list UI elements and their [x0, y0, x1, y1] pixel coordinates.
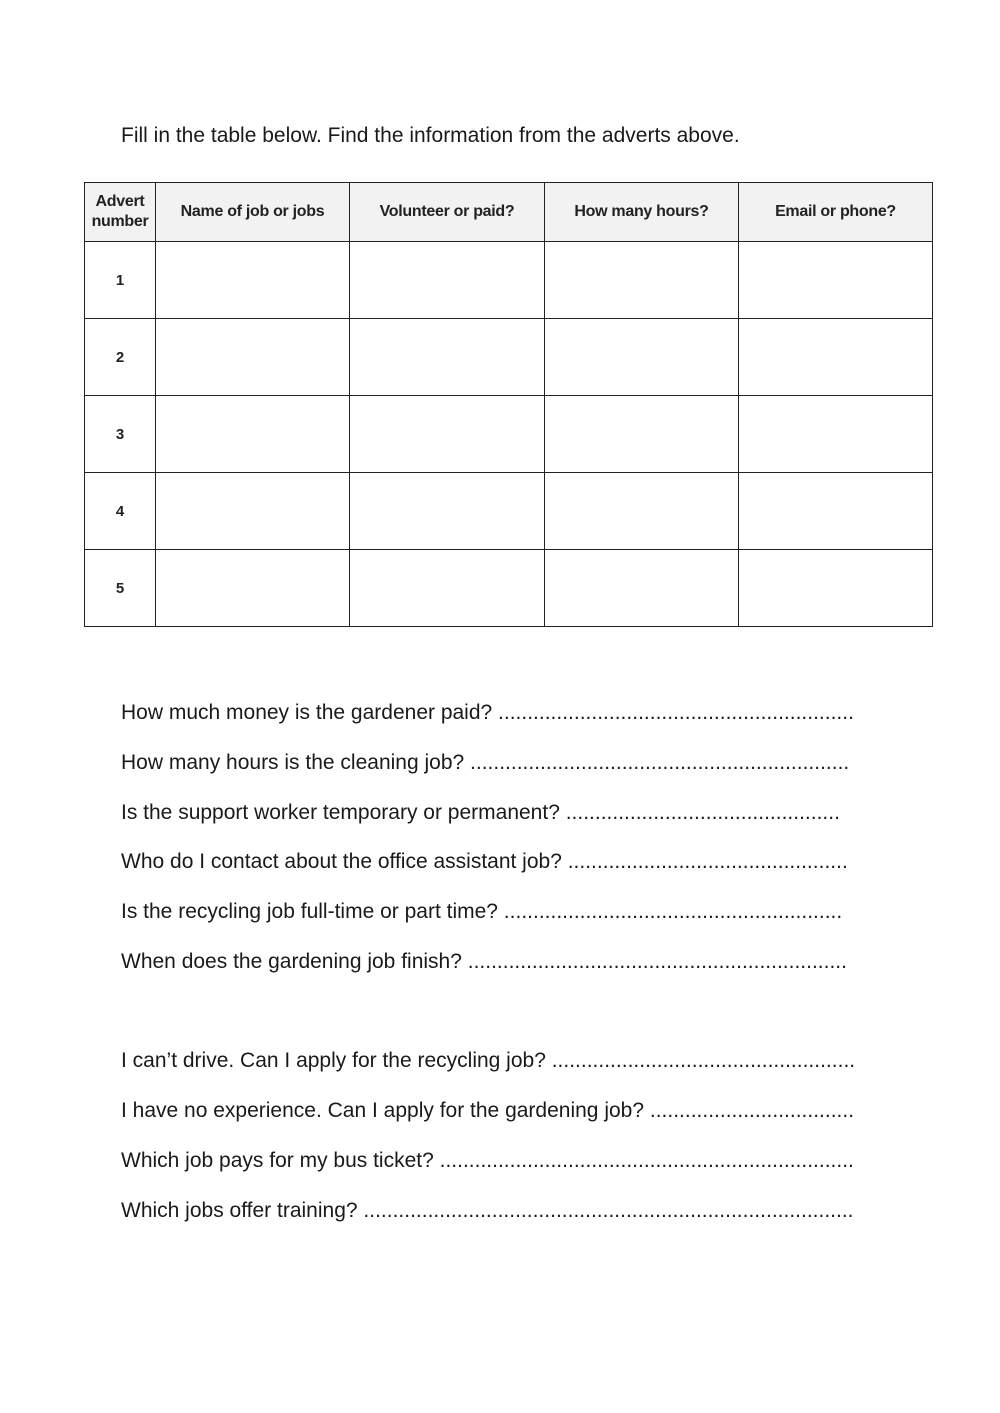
table-row [85, 396, 933, 473]
row-number: 1 [85, 242, 156, 319]
hours-cell[interactable] [545, 242, 739, 319]
instruction-text: Fill in the table below. Find the information from the adverts above. [121, 124, 740, 147]
hours-cell[interactable] [545, 473, 739, 550]
job-name-cell[interactable] [156, 473, 350, 550]
header-advert-number: Advert number [85, 183, 156, 242]
question-cleaning-hours: How many hours is the cleaning job? ................................................................. [121, 751, 850, 774]
table-row [85, 319, 933, 396]
question-recycling-driving: I can’t drive. Can I apply for the recycling job? .................................................... [121, 1049, 856, 1072]
question-recycling-hours: Is the recycling job full-time or part time? .......................................................... [121, 900, 843, 923]
row-number: 2 [85, 319, 156, 396]
header-volunteer-or-paid: Volunteer or paid? [350, 183, 545, 242]
job-name-cell[interactable] [156, 242, 350, 319]
job-name-cell[interactable] [156, 396, 350, 473]
table-header-row [85, 183, 933, 242]
row-number: 4 [85, 473, 156, 550]
row-number: 5 [85, 550, 156, 627]
question-training: Which jobs offer training? .................................................................................... [121, 1199, 854, 1222]
contact-cell[interactable] [739, 550, 933, 627]
volunteer-or-paid-cell[interactable] [350, 242, 545, 319]
header-contact: Email or phone? [739, 183, 933, 242]
volunteer-or-paid-cell[interactable] [350, 473, 545, 550]
contact-cell[interactable] [739, 242, 933, 319]
volunteer-or-paid-cell[interactable] [350, 319, 545, 396]
volunteer-or-paid-cell[interactable] [350, 396, 545, 473]
contact-cell[interactable] [739, 473, 933, 550]
question-support-worker: Is the support worker temporary or permanent? ............................................... [121, 801, 840, 824]
header-hours: How many hours? [545, 183, 739, 242]
contact-cell[interactable] [739, 396, 933, 473]
table-row [85, 550, 933, 627]
job-name-cell[interactable] [156, 550, 350, 627]
question-gardener-pay: How much money is the gardener paid? ............................................................. [121, 701, 854, 724]
question-office-assistant-contact: Who do I contact about the office assistant job? ................................................ [121, 850, 848, 873]
table-row [85, 242, 933, 319]
contact-cell[interactable] [739, 319, 933, 396]
hours-cell[interactable] [545, 319, 739, 396]
row-number: 3 [85, 396, 156, 473]
job-name-cell[interactable] [156, 319, 350, 396]
hours-cell[interactable] [545, 550, 739, 627]
table-row [85, 473, 933, 550]
header-job-name: Name of job or jobs [156, 183, 350, 242]
question-gardening-finish: When does the gardening job finish? ................................................................. [121, 950, 847, 973]
volunteer-or-paid-cell[interactable] [350, 550, 545, 627]
answer-table [84, 182, 933, 627]
hours-cell[interactable] [545, 396, 739, 473]
question-bus-ticket: Which job pays for my bus ticket? ....................................................................... [121, 1149, 854, 1172]
question-gardening-experience: I have no experience. Can I apply for the gardening job? ................................... [121, 1099, 855, 1122]
